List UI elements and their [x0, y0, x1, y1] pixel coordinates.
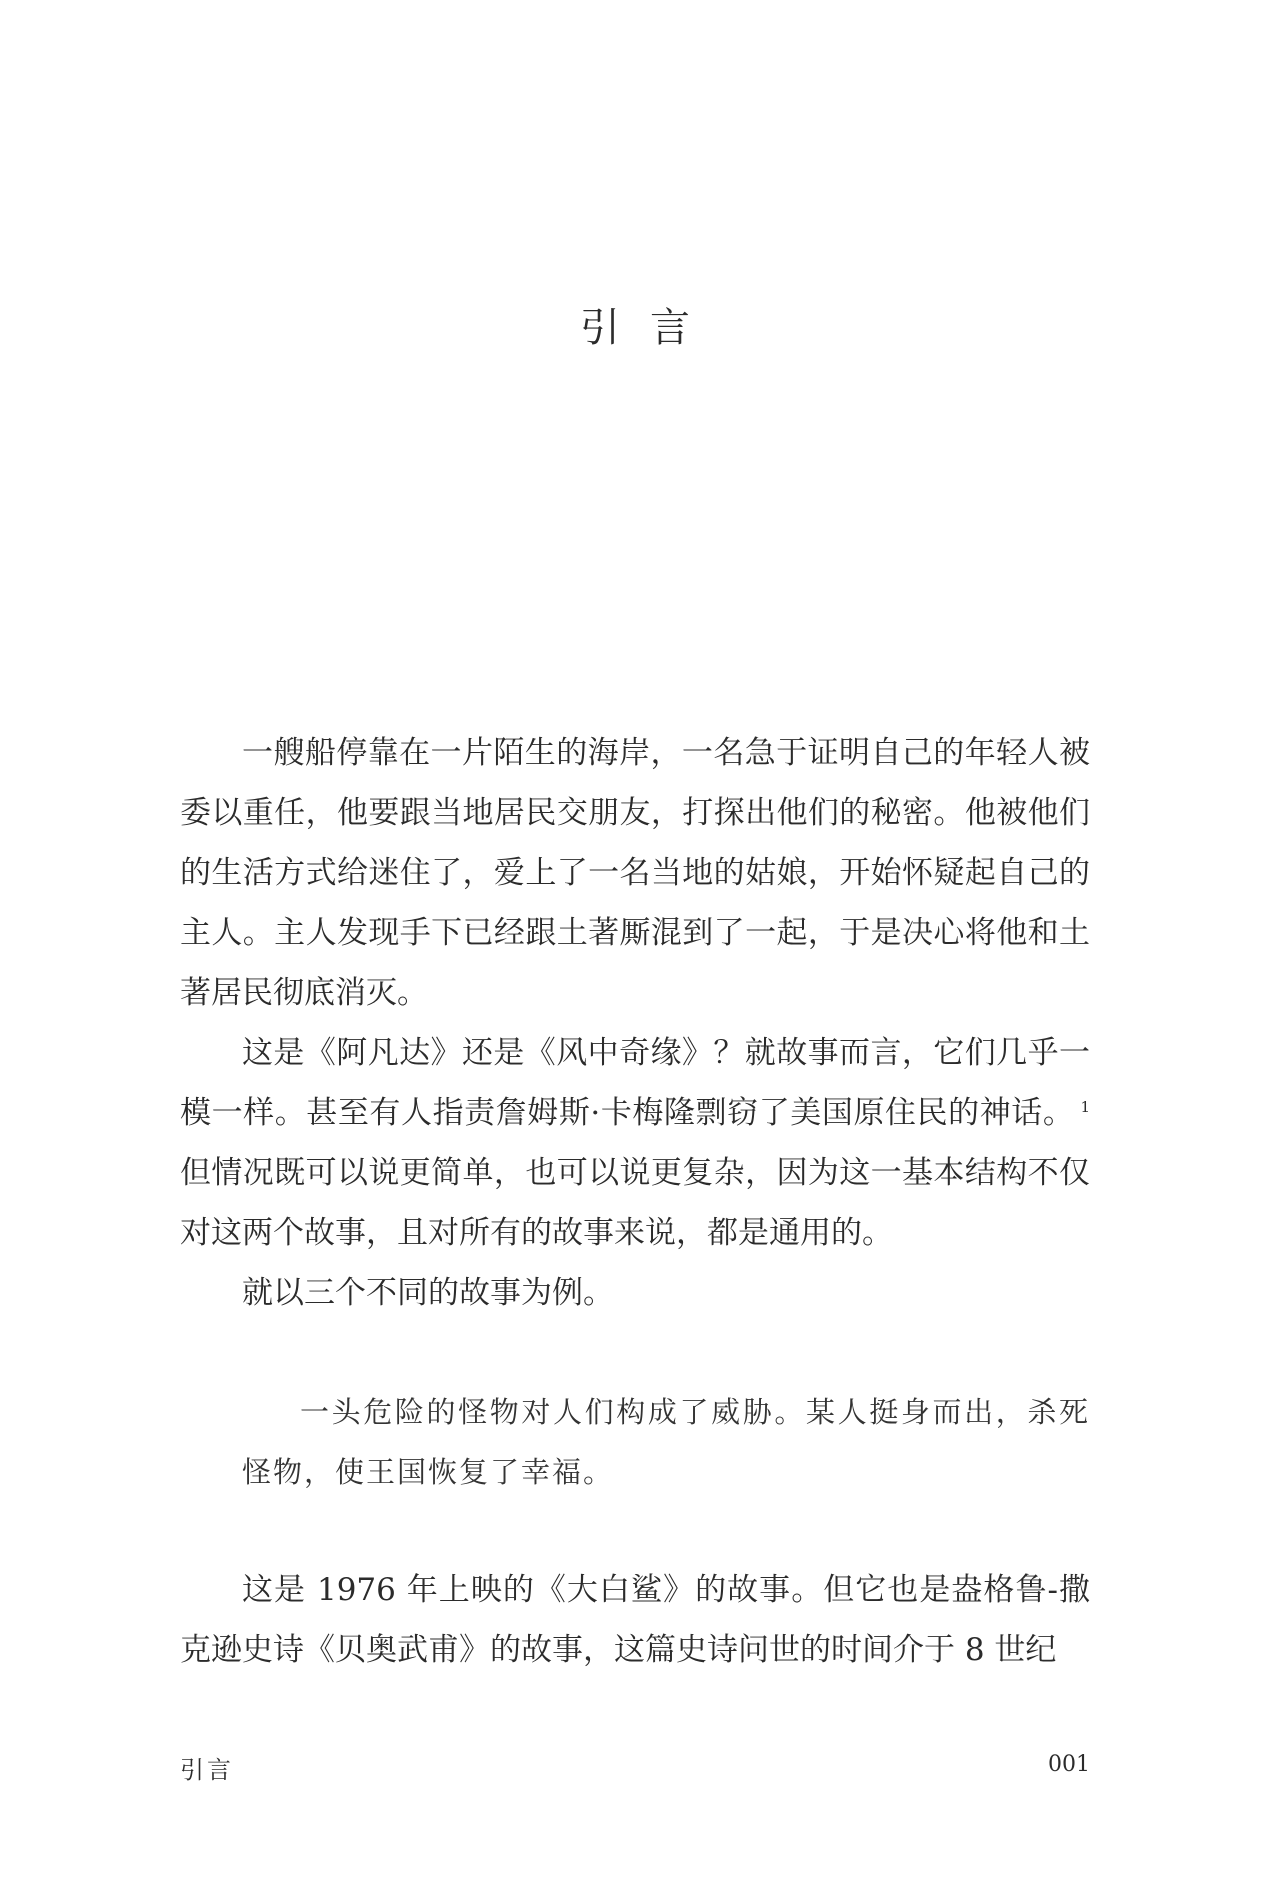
chapter-title: 引言 — [580, 305, 720, 351]
paragraph-2 — [180, 1023, 1090, 1263]
paragraph-2-part-1: 这是《阿凡达》还是《风中奇缘》？就故事而言，它们几乎一模一样。甚至有人指责詹姆斯·卡梅隆剽窃了美国原住民的神话。 — [180, 1035, 1090, 1131]
block-quote — [242, 1382, 1090, 1502]
paragraph-4: 这是 1976 年上映的《大白鲨》的故事。但它也是盎格鲁-撒克逊史诗《贝奥武甫》的故事，这篇史诗问世的时间介于 8 世纪 — [180, 1572, 1090, 1668]
footnote-marker[interactable]: 1 — [1080, 1097, 1090, 1116]
running-footer-title: 引言 — [180, 1756, 234, 1784]
page-number: 001 — [1048, 1752, 1090, 1777]
block-quote-text: 一头危险的怪物对人们构成了威胁。某人挺身而出，杀死怪物，使王国恢复了幸福。 — [242, 1395, 1090, 1489]
paragraph-1: 一艘船停靠在一片陌生的海岸，一名急于证明自己的年轻人被委以重任，他要跟当地居民交朋友，打探出他们的秘密。他被他们的生活方式给迷住了，爱上了一名当地的姑娘，开始怀疑起自己的主人。主人发现手下已经跟土著厮混到了一起，于是决心将他和土著居民彻底消灭。 — [180, 735, 1090, 1011]
main-text — [180, 723, 1090, 1323]
paragraph-2-part-2: 但情况既可以说更简单，也可以说更复杂，因为这一基本结构不仅对这两个故事，且对所有的故事来说，都是通用的。 — [180, 1155, 1090, 1251]
paragraph-3: 就以三个不同的故事为例。 — [242, 1275, 614, 1311]
continuation-text — [180, 1560, 1090, 1680]
